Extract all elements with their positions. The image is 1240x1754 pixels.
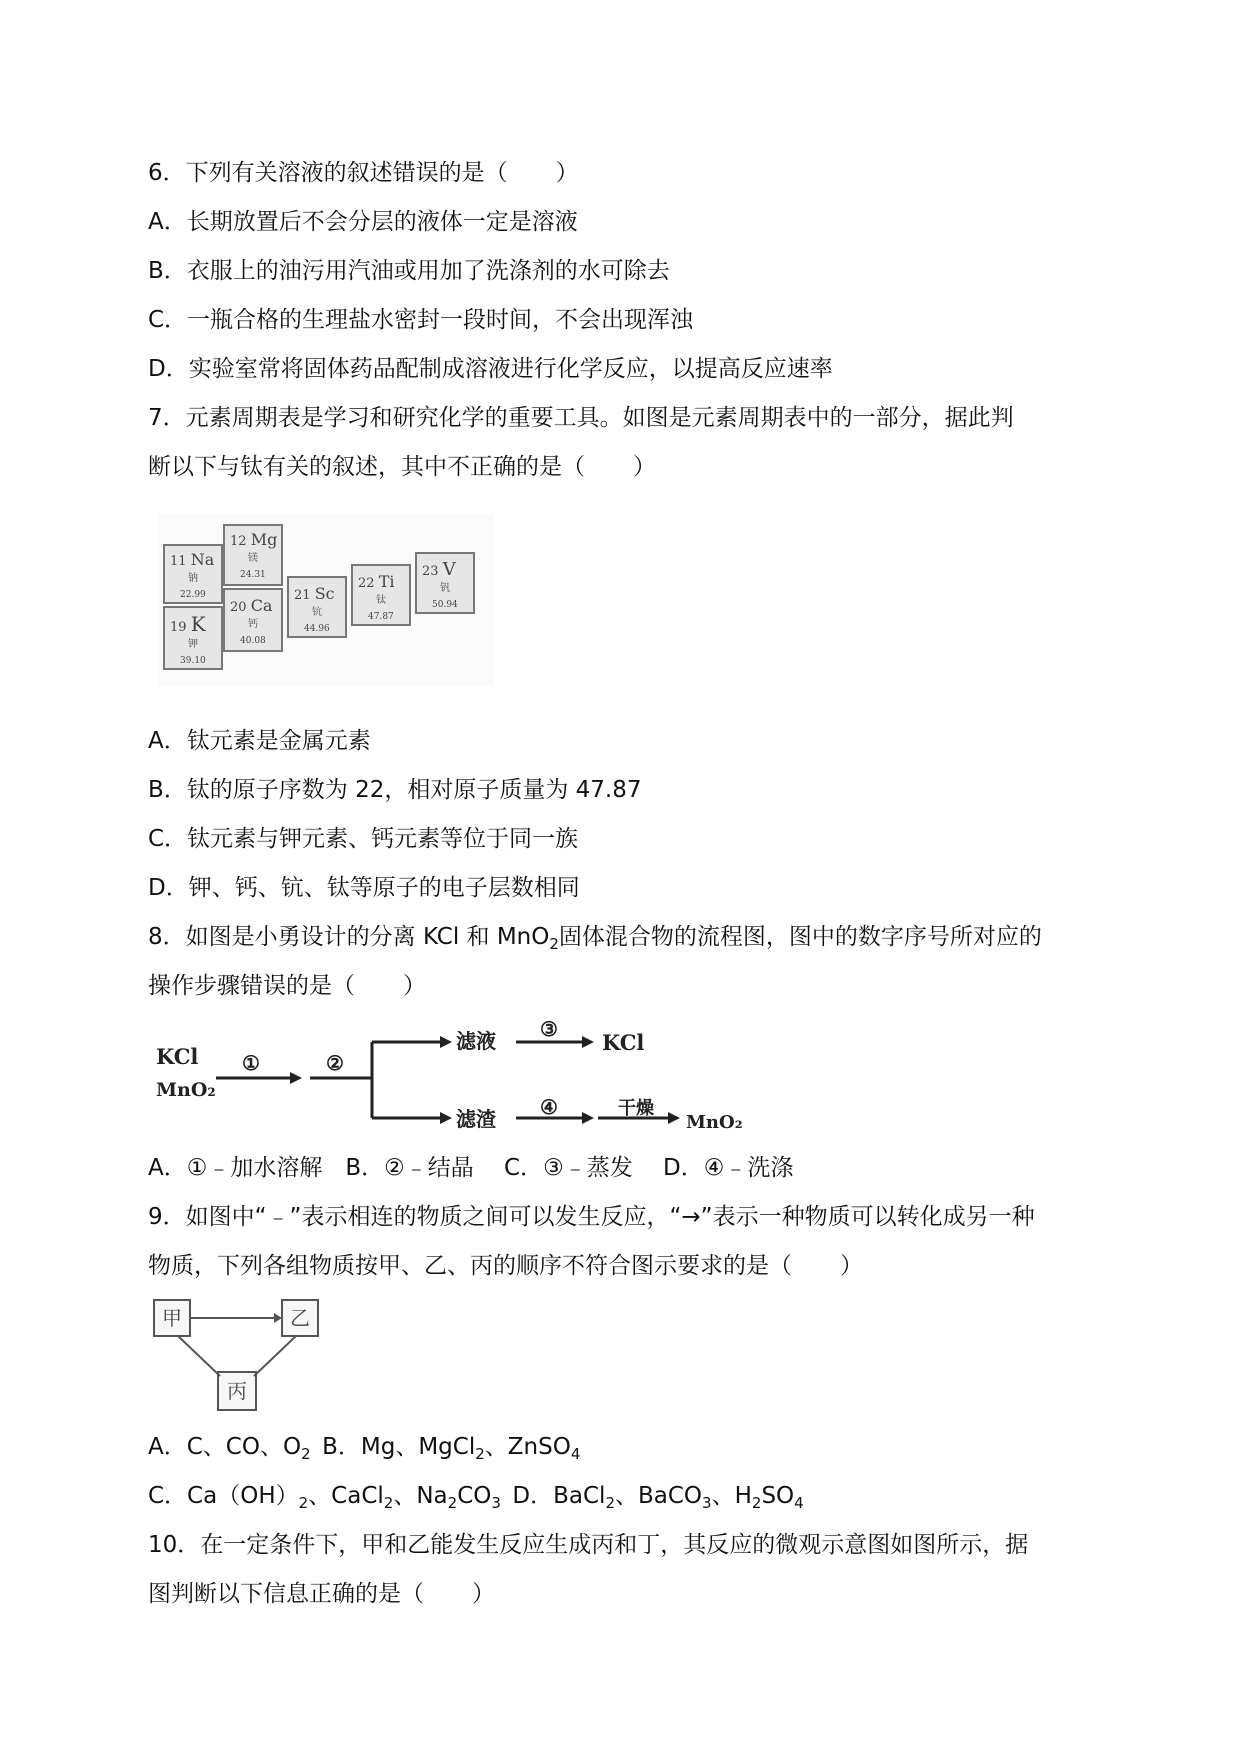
svg-text:钙: 钙 <box>248 619 258 630</box>
svg-text:20 Ca: 20 Ca <box>230 596 273 615</box>
svg-text:钛: 钛 <box>376 595 386 606</box>
svg-text:19 K: 19 K <box>170 612 206 636</box>
svg-text:22.99: 22.99 <box>180 590 206 600</box>
svg-text:KCl: KCl <box>602 1030 645 1055</box>
svg-text:22 Ti: 22 Ti <box>358 572 395 591</box>
q10-stem-line1: 10．在一定条件下，甲和乙能发生反应生成丙和丁，其反应的微观示意图如图所示，据 <box>148 1532 1029 1558</box>
q9-stem-line1: 9．如图中“﹣”表示相连的物质之间可以发生反应，“→”表示一种物质可以转化成另一种 <box>148 1204 1035 1230</box>
q6-stem: 6．下列有关溶液的叙述错误的是（ ） <box>148 160 579 186</box>
svg-text:KCl: KCl <box>156 1044 199 1069</box>
svg-text:甲: 甲 <box>162 1306 182 1330</box>
svg-text:50.94: 50.94 <box>432 600 458 610</box>
periodic-table-figure <box>158 515 494 685</box>
q7-option-c: C．钛元素与钾元素、钙元素等位于同一族 <box>148 826 579 852</box>
q8-stem-line1: 8．如图是小勇设计的分离 KCl 和 MnO$_2$固体混合物的流程图，图中的数字序号所对应的 <box>148 924 1042 953</box>
svg-text:47.87: 47.87 <box>368 612 394 622</box>
reaction-triangle-figure <box>150 1296 330 1414</box>
separation-flowchart <box>150 1018 750 1136</box>
svg-text:MnO₂: MnO₂ <box>686 1112 743 1133</box>
q7-option-b: B．钛的原子序数为 22，相对原子质量为 47.87 <box>148 777 642 803</box>
svg-text:钒: 钒 <box>440 583 450 594</box>
svg-text:MnO₂: MnO₂ <box>156 1079 216 1101</box>
q6-option-a: A．长期放置后不会分层的液体一定是溶液 <box>148 209 578 235</box>
q8-options: A．①﹣加水溶解 B．②﹣结晶 C．③﹣蒸发 D．④﹣洗涤 <box>148 1155 794 1181</box>
svg-text:11 Na: 11 Na <box>170 550 215 569</box>
q6-option-d: D．实验室常将固体药品配制成溶液进行化学反应，以提高反应速率 <box>148 356 833 382</box>
svg-text:12 Mg: 12 Mg <box>230 530 278 549</box>
svg-text:40.08: 40.08 <box>240 636 266 646</box>
svg-text:滤渣: 滤渣 <box>456 1107 496 1131</box>
q8-stem-line2: 操作步骤错误的是（ ） <box>148 973 426 999</box>
svg-text:钾: 钾 <box>188 639 198 650</box>
svg-text:②: ② <box>326 1051 344 1075</box>
svg-text:①: ① <box>242 1051 260 1075</box>
q9-options-cd: C．$Ca(OH)_2$、CaCl$_2$、$Na_2CO_3$ D．BaCl$_2$、BaCO$_3$、$H_2SO_4$ <box>148 1483 804 1512</box>
svg-text:21 Sc: 21 Sc <box>294 584 335 603</box>
svg-text:③: ③ <box>540 1018 558 1041</box>
svg-text:23 V: 23 V <box>422 559 456 580</box>
svg-text:钪: 钪 <box>312 607 322 618</box>
svg-text:④: ④ <box>540 1095 558 1119</box>
svg-text:钠: 钠 <box>188 573 198 584</box>
q6-option-b: B．衣服上的油污用汽油或用加了洗涤剂的水可除去 <box>148 258 670 284</box>
q10-stem-line2: 图判断以下信息正确的是（ ） <box>148 1581 495 1607</box>
q7-option-d: D．钾、钙、钪、钛等原子的电子层数相同 <box>148 875 580 901</box>
q7-option-a: A．钛元素是金属元素 <box>148 728 371 754</box>
svg-text:24.31: 24.31 <box>240 570 266 580</box>
svg-text:镁: 镁 <box>248 553 258 564</box>
q7-stem-line2: 断以下与钛有关的叙述，其中不正确的是（ ） <box>148 454 656 480</box>
q7-stem-line1: 7．元素周期表是学习和研究化学的重要工具。如图是元素周期表中的一部分，据此判 <box>148 405 1014 431</box>
svg-text:44.96: 44.96 <box>304 624 330 634</box>
svg-text:乙: 乙 <box>290 1306 310 1330</box>
svg-text:丙: 丙 <box>227 1379 247 1403</box>
q9-stem-line2: 物质，下列各组物质按甲、乙、丙的顺序不符合图示要求的是（ ） <box>148 1253 863 1279</box>
svg-text:滤液: 滤液 <box>456 1029 496 1053</box>
svg-text:39.10: 39.10 <box>180 656 206 666</box>
svg-text:干燥: 干燥 <box>618 1098 654 1119</box>
q6-option-c: C．一瓶合格的生理盐水密封一段时间，不会出现浑浊 <box>148 307 694 333</box>
q9-options-ab: A．C、CO、$O_2$ B．Mg、MgCl$_2$、ZnSO$_4$ <box>148 1434 581 1463</box>
